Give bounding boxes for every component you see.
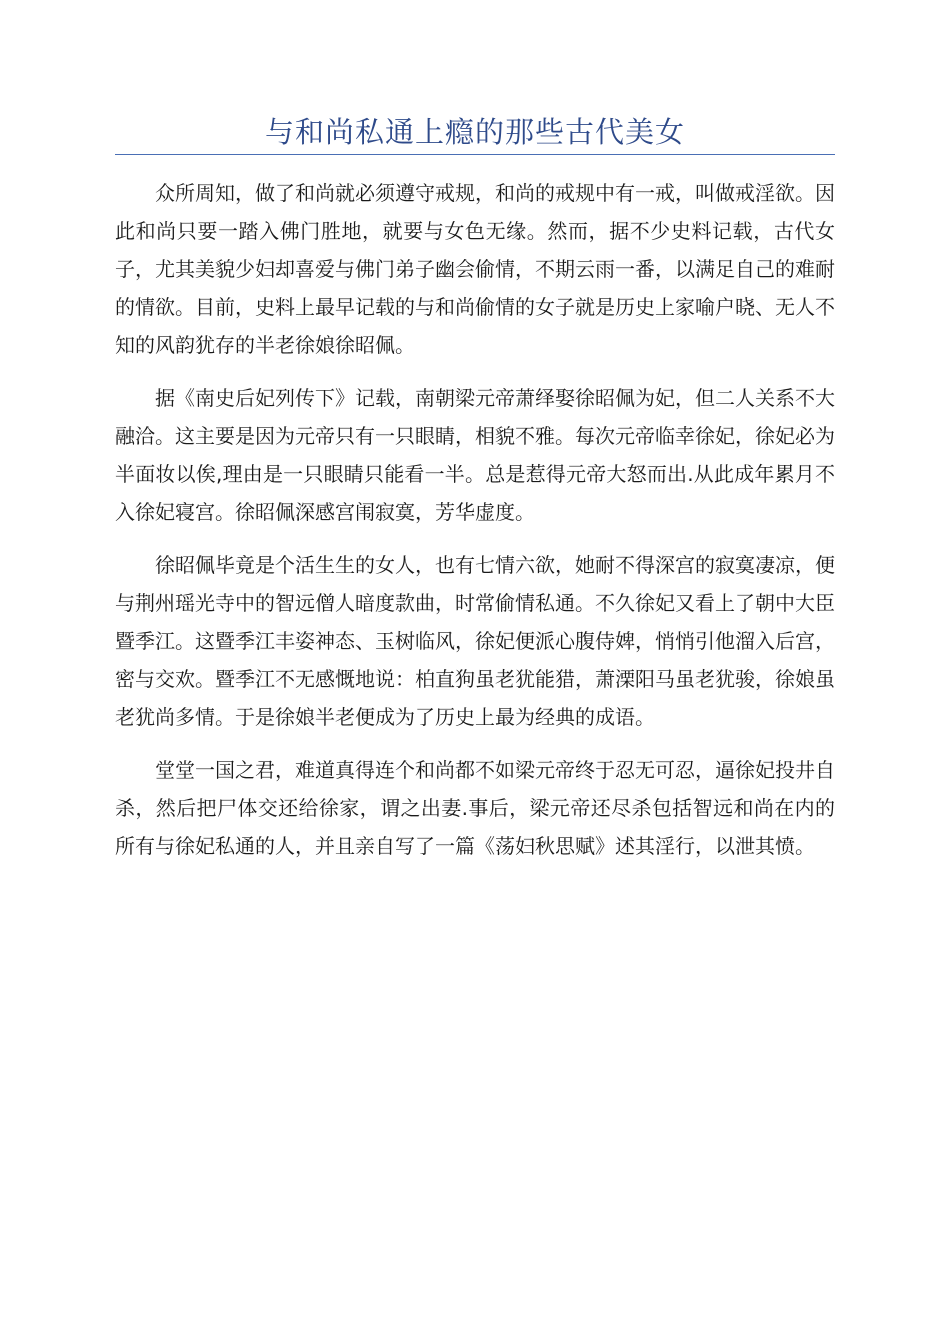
title-underline xyxy=(115,154,835,155)
paragraph-3: 徐昭佩毕竟是个活生生的女人，也有七情六欲，她耐不得深宫的寂寞凄凉，便与荆州瑶光寺中的智远僧人暗度款曲，时常偷情私通。不久徐妃又看上了朝中大臣暨季江。这暨季江丰姿神态、玉树临风，徐妃便派心腹侍婢，悄悄引他溜入后宫，密与交欢。暨季江不无感慨地说：柏直狗虽老犹能猎，萧溧阳马虽老犹骏，徐娘虽老犹尚多情。于是徐娘半老便成为了历史上最为经典的成语。 xyxy=(115,553,835,729)
document-title: 与和尚私通上瘾的那些古代美女 xyxy=(264,115,685,149)
paragraph-2: 据《南史后妃列传下》记载，南朝梁元帝萧绎娶徐昭佩为妃，但二人关系不大融洽。这主要是因为元帝只有一只眼睛，相貌不雅。每次元帝临幸徐妃，徐妃必为半面妆以俟,理由是一只眼睛只能看一半。总是惹得元帝大怒而出.从此成年累月不入徐妃寝宫。徐昭佩深感宫闱寂寞，芳华虚度。 xyxy=(115,386,835,524)
paragraph-1: 众所周知，做了和尚就必须遵守戒规，和尚的戒规中有一戒，叫做戒淫欲。因此和尚只要一踏入佛门胜地，就要与女色无缘。然而，据不少史料记载，古代女子，尤其美貌少妇却喜爱与佛门弟子幽会偷情，不期云雨一番，以满足自己的难耐的情欲。目前，史料上最早记载的与和尚偷情的女子就是历史上家喻户晓、无人不知的风韵犹存的半老徐娘徐昭佩。 xyxy=(115,181,835,357)
document-body xyxy=(115,174,835,880)
paragraph-4: 堂堂一国之君，难道真得连个和尚都不如梁元帝终于忍无可忍，逼徐妃投井自杀，然后把尸体交还给徐家，谓之出妻.事后，梁元帝还尽杀包括智远和尚在内的所有与徐妃私通的人，并且亲自写了一篇《荡妇秋思赋》述其淫行，以泄其愤。 xyxy=(115,758,835,858)
